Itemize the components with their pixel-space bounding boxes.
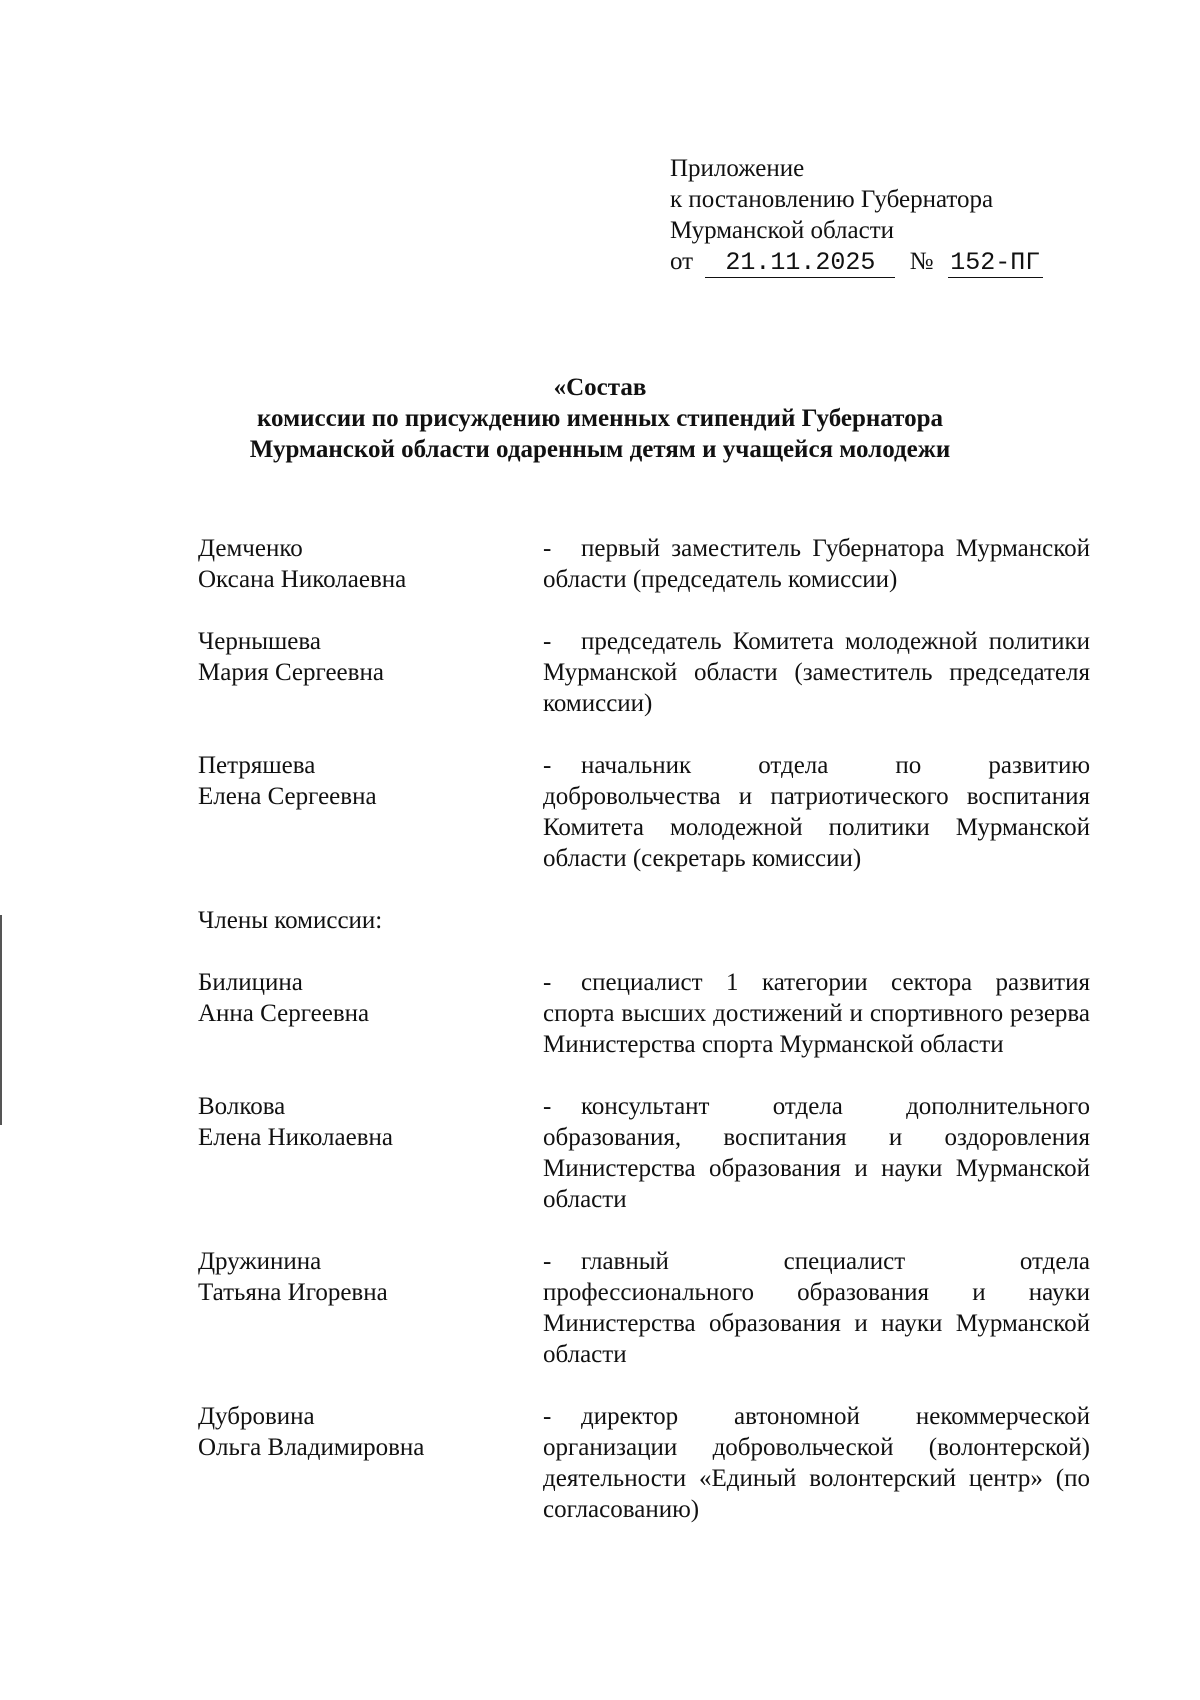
roster-entry xyxy=(198,626,1090,719)
title-line-1: «Состав xyxy=(553,374,647,401)
position-description: первый заместитель Губернатора Мурманской области (председатель комиссии) xyxy=(543,535,1090,593)
surname: Дубровина xyxy=(198,1403,315,1430)
commission-roster xyxy=(198,533,1090,1525)
roster-entry xyxy=(198,1246,1090,1370)
position-description: председатель Комитета молодежной политики Мурманской области (заместитель председателя комиссии) xyxy=(543,628,1090,717)
position-description: директор автономной некоммерческой организации добровольческой (волонтерской) деятельности «Единый волонтерский центр» (по согласованию) xyxy=(543,1403,1090,1523)
surname: Петряшева xyxy=(198,752,316,779)
appendix-header xyxy=(670,153,1043,278)
position-description: специалист 1 категории сектора развития спорта высших достижений и спортивного резерва Министерства спорта Мурманской области xyxy=(543,969,1090,1058)
dash-marker: - xyxy=(543,628,552,655)
given-name: Мария Сергеевна xyxy=(198,659,384,686)
dash-marker: - xyxy=(543,1403,552,1430)
resolution-date: 21.11.2025 xyxy=(705,249,895,278)
position-description: главный специалист отдела профессионального образования и науки Министерства образования и науки Мурманской области xyxy=(543,1248,1090,1368)
given-name: Анна Сергеевна xyxy=(198,1000,370,1027)
roster-entry xyxy=(198,967,1090,1060)
position-text xyxy=(543,1401,1090,1525)
position-text xyxy=(543,1091,1090,1215)
given-name: Ольга Владимировна xyxy=(198,1434,425,1461)
document-title xyxy=(150,372,1050,465)
dash-marker: - xyxy=(543,969,552,996)
surname: Чернышева xyxy=(198,628,321,655)
given-name: Елена Сергеевна xyxy=(198,783,377,810)
appendix-line-3: Мурманской области xyxy=(670,217,895,244)
given-name: Татьяна Игоревна xyxy=(198,1279,388,1306)
scan-margin-mark xyxy=(0,915,2,1125)
position-text xyxy=(543,967,1090,1060)
roster-entry xyxy=(198,750,1090,874)
number-label: № xyxy=(909,248,934,275)
position-text xyxy=(543,750,1090,874)
surname: Дружинина xyxy=(198,1248,322,1275)
appendix-line-1: Приложение xyxy=(670,155,805,182)
appendix-date-line xyxy=(670,246,1043,278)
given-name: Оксана Николаевна xyxy=(198,566,407,593)
dash-marker: - xyxy=(543,535,552,562)
roster-entry xyxy=(198,1091,1090,1215)
surname: Билицина xyxy=(198,969,303,996)
surname: Волкова xyxy=(198,1093,286,1120)
appendix-line-2: к постановлению Губернатора xyxy=(670,186,994,213)
dash-marker: - xyxy=(543,752,552,779)
person-name xyxy=(198,1401,543,1525)
dash-marker: - xyxy=(543,1248,552,1275)
position-description: начальник отдела по развитию добровольчества и патриотического воспитания Комитета молодежной политики Мурманской области (секретарь комиссии) xyxy=(543,752,1090,872)
title-line-3: Мурманской области одаренным детям и учащейся молодежи xyxy=(249,436,951,463)
members-heading: Члены комиссии: xyxy=(198,907,383,934)
person-name xyxy=(198,533,543,595)
position-text xyxy=(543,1246,1090,1370)
person-name xyxy=(198,1091,543,1215)
person-name xyxy=(198,626,543,719)
title-line-2: комиссии по присуждению именных стипендий Губернатора xyxy=(256,405,944,432)
position-text xyxy=(543,626,1090,719)
given-name: Елена Николаевна xyxy=(198,1124,393,1151)
resolution-number: 152-ПГ xyxy=(948,249,1043,278)
surname: Демченко xyxy=(198,535,303,562)
roster-entry xyxy=(198,1401,1090,1525)
from-label: от xyxy=(670,248,694,275)
position-text xyxy=(543,533,1090,595)
dash-marker: - xyxy=(543,1093,552,1120)
person-name xyxy=(198,1246,543,1370)
position-description: консультант отдела дополнительного образования, воспитания и оздоровления Министерства образования и науки Мурманской области xyxy=(543,1093,1090,1213)
person-name xyxy=(198,750,543,874)
roster-entry xyxy=(198,533,1090,595)
person-name xyxy=(198,967,543,1060)
